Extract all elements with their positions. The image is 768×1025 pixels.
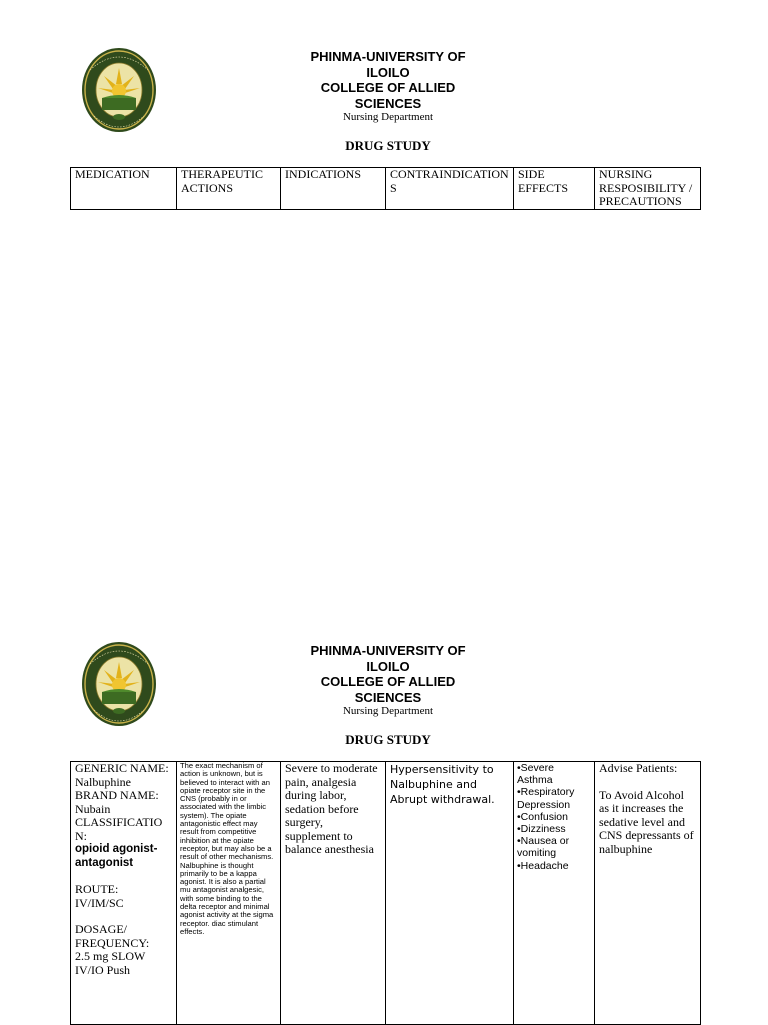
- list-item: •Severe Asthma: [517, 762, 554, 787]
- header-line-2: ILOILO: [366, 64, 410, 80]
- university-seal-logo: [80, 46, 158, 134]
- dosage-value: 2.5 mg SLOW: [75, 949, 146, 963]
- column-header: INDICATIONS: [281, 168, 386, 210]
- list-item: •Dizziness: [517, 823, 566, 836]
- header-line-2: ILOILO: [366, 658, 410, 674]
- header-line-4: SCIENCES: [354, 689, 422, 705]
- header-line-1: PHINMA-UNIVERSITY OF: [310, 49, 466, 64]
- indications-cell: Severe to moderate pain, analgesia during labor, sedation before surgery, supplement to balance anesthesia: [281, 762, 386, 1025]
- side-effects-cell: [514, 762, 595, 1025]
- dosage-label: DOSAGE/: [75, 922, 128, 936]
- header-line-3: COLLEGE OF ALLIED: [320, 674, 456, 689]
- list-item: •Headache: [517, 859, 569, 872]
- column-header: SIDE EFFECTS: [514, 168, 595, 210]
- header-line-3: COLLEGE OF ALLIED: [320, 80, 456, 95]
- institution-header: [290, 49, 486, 111]
- list-item: •Confusion: [517, 810, 568, 823]
- institution-header: [290, 643, 486, 705]
- nursing-advice-heading: Advise Patients:: [599, 761, 678, 775]
- table-header-row: [71, 168, 701, 210]
- dosage-value-cont: IV/IO Push: [75, 962, 131, 977]
- dosage-label-cont: FREQUENCY:: [75, 935, 150, 950]
- contraindications-cell: Hypersensitivity to Nalbuphine and Abrupt withdrawal.: [386, 762, 514, 1025]
- list-item: •Nausea or vomiting: [517, 835, 570, 860]
- university-seal-logo: [80, 640, 158, 728]
- department-name: Nursing Department: [342, 705, 434, 717]
- document-title: DRUG STUDY: [345, 732, 431, 747]
- therapeutic-actions-cell: The exact mechanism of action is unknown, but is believed to interact with an opiate receptor site in the CNS (probably in or associated with the limbic system). The opiate antagonistic effect may result from competitive inhibition at the opiate receptor, but may also be a result of other mechanisms. Nalbuphine is thought primarily to be a kappa agonist. It is also a partial mu antagonist analgesic, with some binding to the delta receptor and minimal agonist activity at the sigma receptor. diac stimulant effects.: [177, 762, 281, 1025]
- drug-study-header-table: [70, 167, 701, 210]
- classification-value-cont: antagonist: [75, 856, 134, 869]
- classification-label: CLASSIFICATIO: [75, 815, 163, 829]
- medication-cell: [71, 762, 177, 1025]
- drug-study-table: [70, 761, 701, 1025]
- header-line-4: SCIENCES: [354, 95, 422, 111]
- classification-label-cont: N:: [75, 828, 87, 843]
- generic-name-value: Nalbuphine: [75, 774, 131, 789]
- nursing-advice-text: To Avoid Alcohol as it increases the sedative level and CNS depressants of nalbuphine: [599, 787, 694, 856]
- department-name: Nursing Department: [342, 111, 434, 123]
- generic-name-label: GENERIC NAME:: [75, 761, 169, 775]
- route-label: ROUTE:: [75, 882, 119, 896]
- column-header: THERAPEUTIC ACTIONS: [177, 168, 281, 210]
- header-line-1: PHINMA-UNIVERSITY OF: [310, 643, 466, 658]
- list-item: •Respiratory Depression: [517, 786, 575, 811]
- nursing-responsibility-cell: [595, 762, 701, 1025]
- column-header: NURSING RESPOSIBILITY / PRECAUTIONS: [595, 168, 701, 210]
- document-page-2: [0, 594, 768, 1024]
- brand-name-label: BRAND NAME:: [75, 788, 159, 802]
- route-value: IV/IM/SC: [75, 895, 124, 910]
- table-row: [71, 762, 701, 1025]
- column-header: MEDICATION: [71, 168, 177, 210]
- document-title: DRUG STUDY: [345, 138, 431, 153]
- classification-value: opioid agonist-: [75, 843, 158, 855]
- brand-name-value: Nubain: [75, 801, 111, 816]
- column-header: CONTRAINDICATION S: [386, 168, 514, 210]
